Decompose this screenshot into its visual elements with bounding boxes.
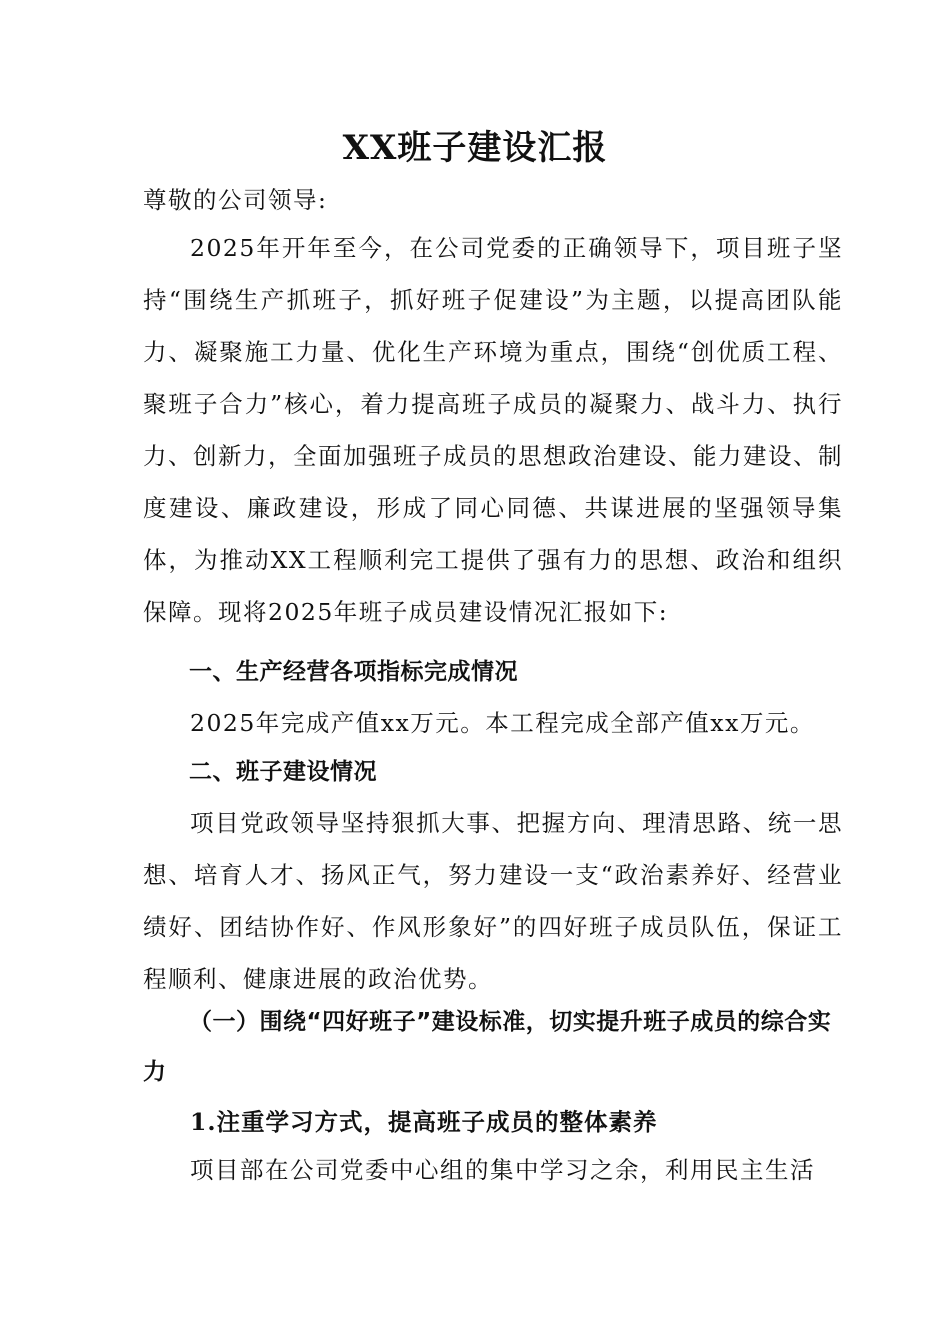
item1-heading: 1.注重学习方式，提高班子成员的整体素养 xyxy=(190,1108,658,1136)
section1-block xyxy=(143,697,843,749)
section1-paragraph: 2025年完成产值xx万元。本工程完成全部产值xx万元。 xyxy=(190,709,815,737)
salutation: 尊敬的公司领导: xyxy=(143,186,328,214)
document-title: XX班子建设汇报 xyxy=(342,128,608,168)
section2-paragraph: 项目党政领导坚持狠抓大事、把握方向、理清思路、统一思想、培育人才、扬风正气，努力建设一支“政治素养好、经营业绩好、团结协作好、作风形象好”的四好班子成员队伍，保证工程顺利、健康进展的政治优势。 xyxy=(143,809,843,993)
subsection1-heading: （一）围绕“四好班子”建设标准，切实提升班子成员的综合实力 xyxy=(143,1009,832,1085)
section1-heading: 一、生产经营各项指标完成情况 xyxy=(189,659,518,685)
section2-block xyxy=(143,797,843,1005)
intro-paragraph: 2025年开年至今，在公司党委的正确领导下，项目班子坚持“围绕生产抓班子，抓好班子促建设”为主题，以提高团队能力、凝聚施工力量、优化生产环境为重点，围绕“创优质工程、聚班子合力”核心，着力提高班子成员的凝聚力、战斗力、执行力、创新力，全面加强班子成员的思想政治建设、能力建设、制度建设、廉政建设，形成了同心同德、共谋进展的坚强领导集体，为推动XX工程顺利完工提供了强有力的思想、政治和组织保障。现将2025年班子成员建设情况汇报如下: xyxy=(143,234,843,626)
item1-paragraph: 项目部在公司党委中心组的集中学习之余，利用民主生活 xyxy=(190,1156,815,1184)
intro-paragraph-block xyxy=(143,222,843,638)
section2-heading: 二、班子建设情况 xyxy=(189,759,377,785)
item1-block xyxy=(143,1144,843,1196)
